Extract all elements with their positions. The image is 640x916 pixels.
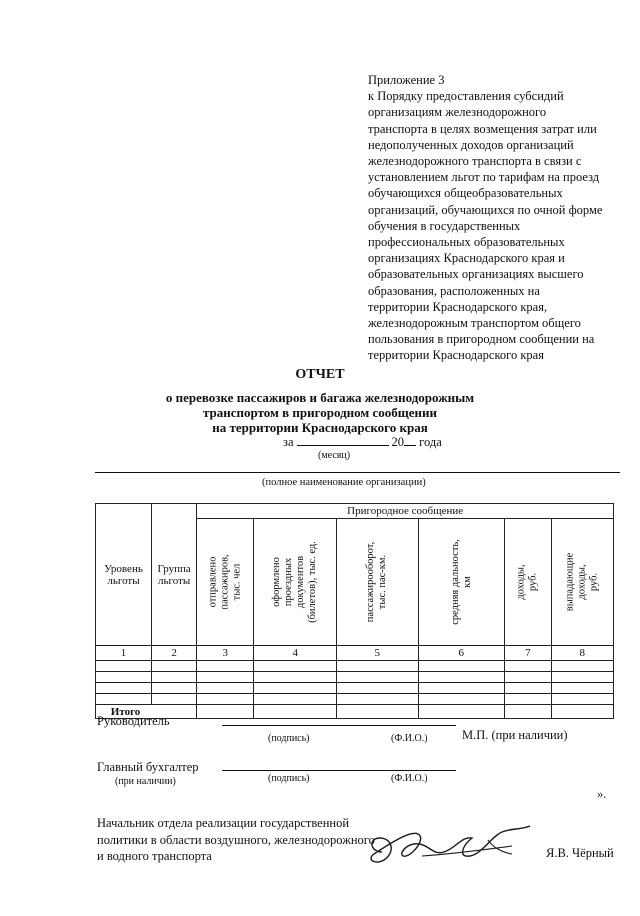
table-cell[interactable] xyxy=(337,705,418,719)
table-cell[interactable] xyxy=(337,683,418,694)
table-cell[interactable] xyxy=(197,661,254,672)
head-label: Руководитель xyxy=(97,714,170,728)
header-group: Группа льготы xyxy=(151,504,196,646)
column-number: 1 xyxy=(96,646,152,661)
header-passenger-turnover: пассажирооборот, тыс. пас-км. xyxy=(337,519,418,646)
column-number: 3 xyxy=(197,646,254,661)
appendix-line: железнодорожным транспортом общего xyxy=(368,316,581,331)
appendix-line: образования, расположенных на xyxy=(368,283,540,298)
appendix-line: территории Краснодарского края, xyxy=(368,299,548,314)
appendix-line: к Порядку предоставления субсидий xyxy=(368,89,564,104)
table-cell[interactable] xyxy=(254,683,337,694)
report-period xyxy=(283,434,442,450)
table-cell[interactable] xyxy=(337,672,418,683)
column-number: 5 xyxy=(337,646,418,661)
accountant-label: Главный бухгалтер xyxy=(97,760,199,774)
table-cell[interactable] xyxy=(551,694,613,705)
table-row xyxy=(96,661,614,672)
closing-quote: ». xyxy=(597,787,607,801)
table-cell[interactable] xyxy=(551,705,613,719)
month-blank-field[interactable] xyxy=(297,434,389,446)
column-number-row xyxy=(96,646,614,661)
appendix-line: профессиональных образовательных xyxy=(368,235,565,250)
subtitle-line: о перевозке пассажиров и багажа железнодорожным xyxy=(165,390,475,405)
table-cell[interactable] xyxy=(551,672,613,683)
period-prefix: за xyxy=(283,435,294,449)
table-cell[interactable] xyxy=(254,694,337,705)
appendix-line: обучения в государственных xyxy=(368,218,521,233)
table-cell[interactable] xyxy=(96,694,152,705)
organization-caption: (полное наименование организации) xyxy=(262,477,426,488)
table-cell[interactable] xyxy=(418,705,505,719)
appendix-line: пользования в пригородном сообщении на xyxy=(368,332,595,347)
total-label: Итого xyxy=(96,705,197,719)
table-cell[interactable] xyxy=(254,672,337,683)
table-row xyxy=(96,683,614,694)
table-cell[interactable] xyxy=(197,683,254,694)
appendix-line: территории Краснодарского края xyxy=(368,348,544,363)
column-number: 4 xyxy=(254,646,337,661)
accountant-fio-caption: (Ф.И.О.) xyxy=(391,773,428,784)
column-number: 6 xyxy=(418,646,505,661)
appendix-block xyxy=(368,72,630,364)
official-position: Начальник отдела реализации государственной политики в области воздушного, железнодорожного и водного транспорта xyxy=(97,816,375,863)
header-income: доходы, руб. xyxy=(505,519,551,646)
header-average-distance: средняя дальность, км xyxy=(418,519,505,646)
table-cell[interactable] xyxy=(418,672,505,683)
head-signature-line[interactable] xyxy=(222,725,456,726)
table-cell[interactable] xyxy=(337,661,418,672)
column-number: 2 xyxy=(151,646,196,661)
appendix-line: организациям железнодорожного xyxy=(368,105,547,120)
table-cell[interactable] xyxy=(197,694,254,705)
subtitle-line: на территории Краснодарского края xyxy=(212,420,428,435)
column-number: 8 xyxy=(551,646,613,661)
appendix-line: транспорта в целях возмещения затрат или xyxy=(368,121,597,136)
accountant-signature-line[interactable] xyxy=(222,770,456,771)
report-table xyxy=(95,503,614,719)
head-sign-caption: (подпись) xyxy=(268,733,310,744)
table-cell[interactable] xyxy=(254,661,337,672)
table-cell[interactable] xyxy=(337,694,418,705)
table-cell[interactable] xyxy=(151,672,196,683)
table-cell[interactable] xyxy=(96,683,152,694)
table-cell[interactable] xyxy=(505,694,551,705)
header-suburban: Пригородное сообщение xyxy=(197,504,614,519)
appendix-line: установлением льгот по тарифам на проезд xyxy=(368,170,600,185)
table-cell[interactable] xyxy=(505,672,551,683)
column-number: 7 xyxy=(505,646,551,661)
period-suffix: года xyxy=(419,435,442,449)
accountant-note: (при наличии) xyxy=(115,776,176,787)
header-passengers-sent: отправлено пассажиров, тыс. чел xyxy=(197,519,254,646)
appendix-line: обучающихся общеобразовательных xyxy=(368,186,563,201)
appendix-line: Приложение 3 xyxy=(368,73,445,87)
table-cell[interactable] xyxy=(151,661,196,672)
year-blank-field[interactable] xyxy=(404,434,416,446)
appendix-line: недополученных доходов организаций xyxy=(368,137,574,152)
table-cell[interactable] xyxy=(505,661,551,672)
stamp-note: М.П. (при наличии) xyxy=(462,728,568,742)
table-cell[interactable] xyxy=(551,661,613,672)
table-cell[interactable] xyxy=(418,683,505,694)
appendix-line: организациях Краснодарского края и xyxy=(368,251,565,266)
table-row xyxy=(96,672,614,683)
table-cell[interactable] xyxy=(151,694,196,705)
total-row xyxy=(96,705,614,719)
report-title: ОТЧЕТ xyxy=(295,367,345,382)
table-cell[interactable] xyxy=(96,661,152,672)
table-cell[interactable] xyxy=(254,705,337,719)
table-cell[interactable] xyxy=(197,672,254,683)
appendix-line: образовательных организациях высшего xyxy=(368,267,584,282)
table-cell[interactable] xyxy=(551,683,613,694)
handwritten-signature xyxy=(362,816,542,872)
table-cell[interactable] xyxy=(96,672,152,683)
table-cell[interactable] xyxy=(418,661,505,672)
accountant-sign-caption: (подпись) xyxy=(268,773,310,784)
table-cell[interactable] xyxy=(197,705,254,719)
subtitle-line: транспортом в пригородном сообщении xyxy=(203,405,437,420)
month-caption: (месяц) xyxy=(318,450,351,461)
header-lost-income: выпадающие доходы, руб. xyxy=(551,519,613,646)
table-cell[interactable] xyxy=(505,705,551,719)
header-tickets-issued: оформлено проездных документов (билетов), тыс. ед. xyxy=(254,519,337,646)
official-name: Я.В. Чёрный xyxy=(546,846,614,860)
head-fio-caption: (Ф.И.О.) xyxy=(391,733,428,744)
appendix-line: железнодорожного транспорта в связи с xyxy=(368,154,582,169)
report-subtitle xyxy=(0,390,640,435)
table-cell[interactable] xyxy=(505,683,551,694)
organization-name-field[interactable] xyxy=(95,472,620,473)
table-cell[interactable] xyxy=(151,683,196,694)
appendix-line: организаций, обучающихся по очной форме xyxy=(368,202,603,217)
period-year: 20 xyxy=(391,435,404,449)
table-cell[interactable] xyxy=(418,694,505,705)
table-row xyxy=(96,694,614,705)
header-level: Уровень льготы xyxy=(96,504,152,646)
